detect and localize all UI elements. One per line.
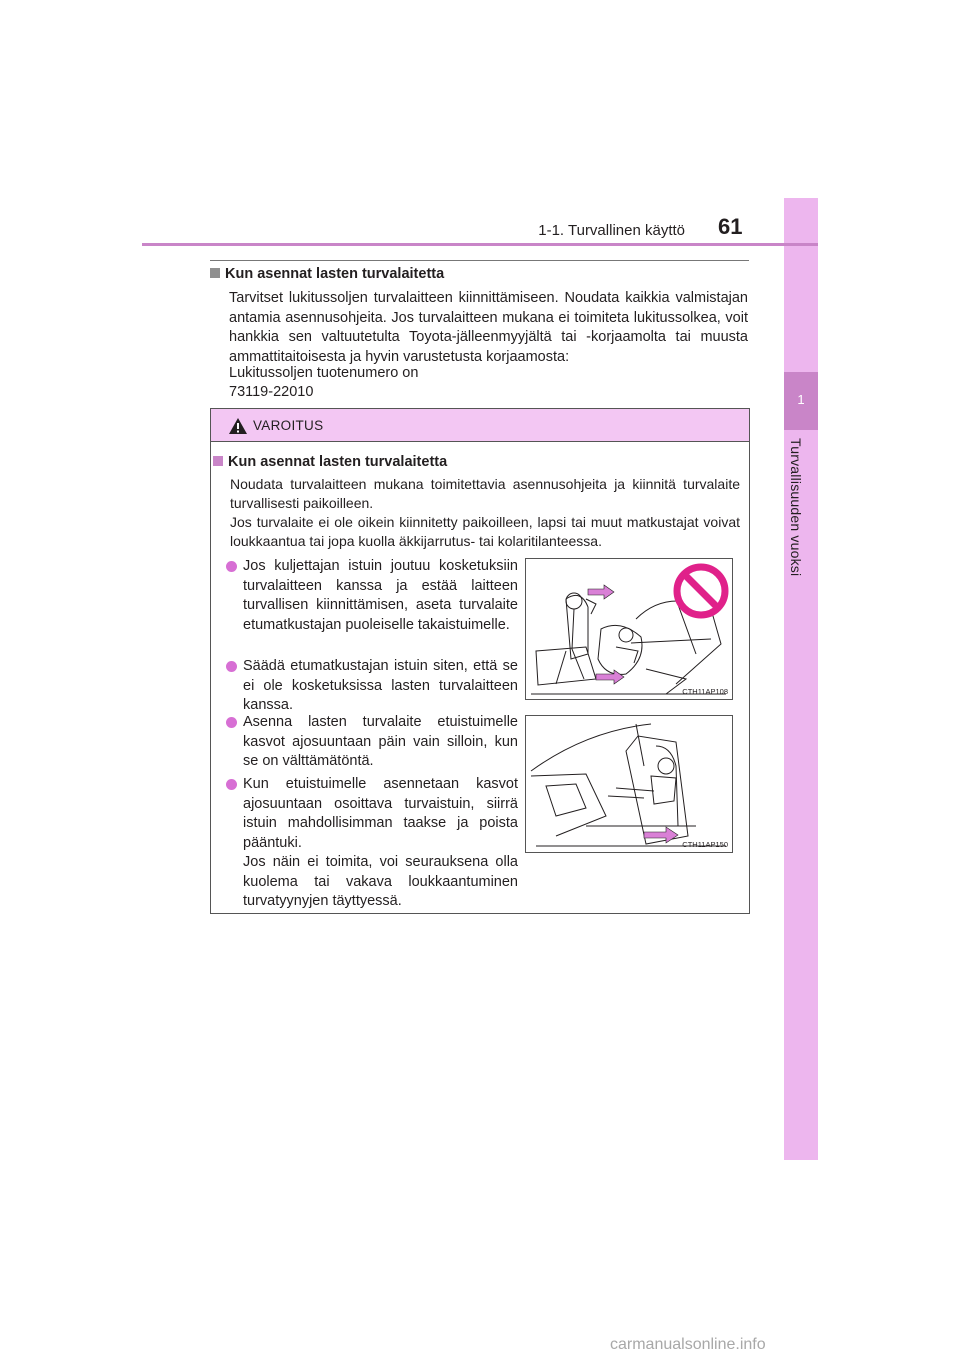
warning-bullet-3: Asenna lasten turvalaite etuistuimelle kasvot ajosuuntaan päin vain silloin, kun se on välttämätöntä. — [226, 713, 518, 772]
page-number: 61 — [718, 214, 743, 239]
warning-paragraph — [230, 475, 740, 551]
square-bullet-icon — [210, 268, 220, 278]
front-seat-child-seat-illustration — [526, 716, 732, 852]
prohibition-icon — [677, 567, 725, 615]
illustration-code: CTH11AP108 — [682, 687, 728, 696]
chapter-label: Turvallisuuden vuoksi — [788, 438, 804, 577]
warning-triangle-icon — [228, 417, 248, 435]
bullet-dot-icon — [226, 779, 237, 790]
chapter-number: 1 — [797, 392, 805, 407]
warning-paragraph-1: Noudata turvalaitteen mukana toimitettavia asennusohjeita ja kiinnitä turvalaite turvallisesti paikoilleen. — [230, 476, 740, 511]
bullet-dot-icon — [226, 661, 237, 672]
illustration-front-seat — [525, 715, 733, 853]
warning-header — [211, 409, 749, 442]
illustration-seat-contact — [525, 558, 733, 700]
warning-bullet-1: Jos kuljettajan istuin joutuu kosketuksiin turvalaitteen kanssa ja estää laitteen turvallisen kiinnittämisen, aseta turvalaite etumatkustajan puoleiselle takaistuimelle. — [226, 557, 518, 635]
watermark: carmanualsonline.info — [610, 1336, 766, 1353]
car-seat-prohibited-illustration — [526, 559, 732, 699]
warning-title: VAROITUS — [253, 418, 324, 433]
section-paragraph: Tarvitset lukitussoljen turvalaitteen kiinnittämiseen. Noudata kaikkia valmistajan antamia asennusohjeita. Jos turvalaitteen mukana ei toimiteta lukitussolkea, voit hankkia sen valtuutetulta Toyota-jälleenmyyjältä tai -korjaamolta tai muusta ammattitaitoisesta ja hyvin varustetusta korjaamosta: — [229, 290, 748, 365]
illustration-code: CTH11AP150 — [682, 840, 728, 849]
warning-box — [210, 408, 750, 914]
section-header-title: 1-1. Turvallinen käyttö — [538, 222, 685, 239]
warning-bullet-2: Säädä etumatkustajan istuin siten, että se ei ole kosketuksissa lasten turvalaitteen kanssa. — [226, 657, 518, 716]
section-heading: Kun asennat lasten turvalaitetta — [210, 266, 444, 282]
part-number: 73119-22010 — [229, 384, 314, 400]
section-rule — [210, 260, 749, 261]
warning-paragraph-2: Jos turvalaite ei ole oikein kiinnitetty paikoilleen, lapsi tai muut matkustajat voivat loukkaantua tai jopa kuolla äkkijarrutus- tai kolaritilanteessa. — [230, 514, 740, 549]
bullet-dot-icon — [226, 561, 237, 572]
header-rule — [142, 243, 818, 246]
part-number-label: Lukitussoljen tuotenumero on — [229, 365, 419, 381]
square-bullet-icon — [213, 456, 223, 466]
warning-heading: Kun asennat lasten turvalaitetta — [213, 454, 447, 470]
bullet-dot-icon — [226, 717, 237, 728]
warning-bullet-4: Kun etuistuimelle asennetaan kasvot ajosuuntaan osoittava turvaistuin, siirrä istuin mahdollisimman taakse ja poista pääntuki. Jos näin ei toimita, voi seurauksena olla kuolema tai vakava loukkaantuminen turvatyynyjen täyttyessä. — [226, 775, 518, 912]
chapter-side-tab — [784, 198, 818, 1160]
